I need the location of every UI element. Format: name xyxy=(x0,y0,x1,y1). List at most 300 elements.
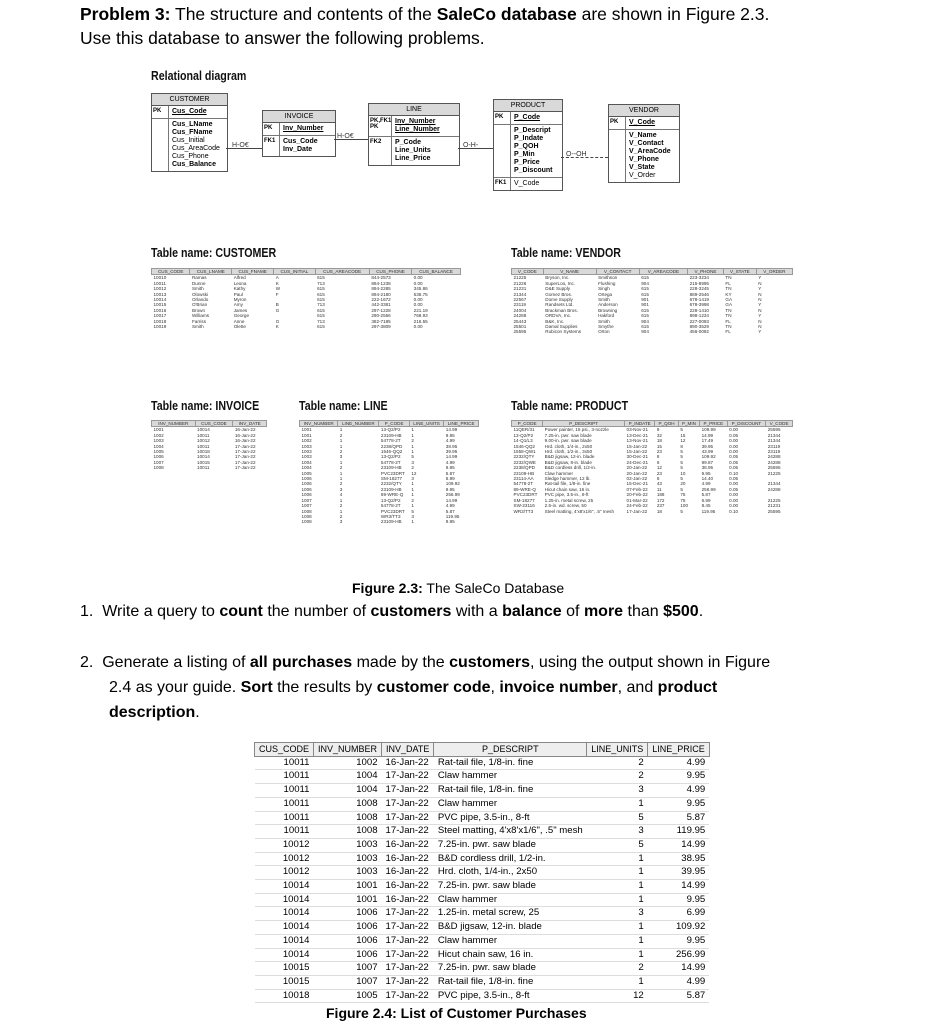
table-cell: 3 xyxy=(411,459,414,465)
table-cell: 10011 xyxy=(255,770,314,784)
entity-field: Cus_Initial xyxy=(172,137,205,144)
table-cell: 1004 xyxy=(301,465,312,471)
figure-2-4-caption: Figure 2.4: List of Customer Purchases xyxy=(326,1005,587,1021)
table-cell: 17-Jan-22 xyxy=(234,449,256,455)
table-cell: 0.00 xyxy=(729,481,739,487)
table-cell: 4.99 xyxy=(701,481,711,487)
table-cell: 1.25-in. metal screw, 25 xyxy=(434,907,587,921)
table-cell: 89-WRE-Q xyxy=(513,486,536,492)
table-cell: 3 xyxy=(411,476,414,482)
table-cell: 7.25-in. pwr. saw blade xyxy=(434,880,587,894)
table-cell: 5.87 xyxy=(445,470,455,476)
table-cell: 7.25-in. pwr. saw blade xyxy=(434,962,587,976)
entity-field: P_Price xyxy=(514,159,540,166)
table-cell: 713 xyxy=(317,280,325,286)
table-row xyxy=(255,852,710,866)
table-cell: 43.99 xyxy=(701,449,714,455)
table-cell: 13-Q2/P2 xyxy=(513,432,534,438)
table-cell: 382-7185 xyxy=(371,318,391,324)
table-cell: 216.55 xyxy=(413,318,428,324)
table-cell: 4.99 xyxy=(445,438,455,444)
table-cell: O'Brian xyxy=(191,302,208,308)
table-cell: 39.95 xyxy=(445,449,458,455)
entity-field: V_State xyxy=(629,164,655,171)
table-cell: FL xyxy=(725,280,731,286)
table-cell: 11QER/31 xyxy=(513,427,535,433)
table-cell: 0.05 xyxy=(729,476,739,482)
table-cell: 4.99 xyxy=(648,756,710,770)
table-cell: 0.10 xyxy=(729,470,739,476)
table-cell: 256.99 xyxy=(701,486,716,492)
table-cell: GA xyxy=(725,297,733,303)
table-cell: 256.99 xyxy=(648,948,710,962)
table-cell: 1005 xyxy=(153,449,164,455)
table-cell: 23109-HB xyxy=(380,519,402,525)
table-cell: 10018 xyxy=(153,318,167,324)
table-cell: 17-Jan-22 xyxy=(382,811,434,825)
table-cell: 17-Jan-22 xyxy=(382,825,434,839)
table-cell: 1001 xyxy=(301,427,312,433)
table-cell: 297-3809 xyxy=(371,324,391,330)
table-cell: Smith xyxy=(191,286,204,292)
table-cell: 10011 xyxy=(255,797,314,811)
table-cell: 25501 xyxy=(513,324,527,330)
table-cell: 1008 xyxy=(153,465,164,471)
table-cell: 4 xyxy=(339,492,343,498)
table-cell: 54778-2T xyxy=(513,481,534,487)
table-cell: 678-1419 xyxy=(689,297,709,303)
table-cell: Power painter, 15 psi., 3-nozzle xyxy=(544,427,609,433)
table-cell: 0.00 xyxy=(729,427,739,433)
table-cell: 1 xyxy=(339,438,343,444)
column-header: INV_NUMBER xyxy=(300,421,338,427)
table-cell: Smythe xyxy=(598,324,614,330)
table-cell: 1003 xyxy=(314,838,382,852)
table-cell: 2232/QTY xyxy=(380,481,402,487)
entity-field: P_Discount xyxy=(514,167,553,174)
table-cell: A xyxy=(275,275,279,281)
table-cell: 1008 xyxy=(314,797,382,811)
column-header: INV_NUMBER xyxy=(152,421,196,427)
table-row xyxy=(255,866,710,880)
table-cell: 1.25-in. metal screw, 25 xyxy=(544,497,594,503)
table-cell: 1006 xyxy=(301,481,312,487)
table-cell: 2 xyxy=(339,503,343,509)
table-cell: 615 xyxy=(641,324,649,330)
table-cell: Smith xyxy=(598,297,610,303)
table-cell: 2.5-in. wd. screw, 50 xyxy=(544,503,587,509)
table-cell: 15-Jan-22 xyxy=(626,449,648,455)
table-cell: 1 xyxy=(411,503,414,509)
table-row xyxy=(255,811,710,825)
table-cell: 1558-QW1 xyxy=(513,449,536,455)
table-cell: 615 xyxy=(317,291,325,297)
table-cell: TN xyxy=(725,324,732,330)
table-row xyxy=(152,324,461,329)
table-cell: 10012 xyxy=(153,286,167,292)
table-cell: 75 xyxy=(680,497,686,503)
table-cell: 1007 xyxy=(314,962,382,976)
table-cell: G xyxy=(275,318,280,324)
table-cell: 898-1234 xyxy=(689,313,709,319)
table-cell: Rat-tail file, 1/8-in. fine xyxy=(544,481,591,487)
line-table-title: Table name: LINE xyxy=(299,398,388,413)
table-cell: 10014 xyxy=(255,948,314,962)
table-cell: 0.00 xyxy=(413,324,423,330)
table-cell: 3 xyxy=(339,486,343,492)
table-cell: 1003 xyxy=(314,866,382,880)
table-cell: James xyxy=(233,307,248,313)
table-cell: 14.99 xyxy=(445,427,458,433)
relation-label: H-O€ xyxy=(337,133,354,140)
table-cell: 901 xyxy=(641,302,649,308)
table-row xyxy=(255,784,710,798)
table-cell: 10011 xyxy=(255,825,314,839)
table-row xyxy=(255,756,710,770)
table-cell: 02-Jan-22 xyxy=(626,476,648,482)
question-2: 2. Generate a listing of all purchases made by the customers, using the output shown in Figure 2.4 as your guide. Sort the results by customer code, invoice number, and product description. xyxy=(80,654,771,721)
column-header: V_AREACODE xyxy=(639,269,687,275)
table-row xyxy=(255,962,710,976)
table-cell: 23114-AA xyxy=(513,476,534,482)
table-cell: B&D cordless drill, 1/2-in. xyxy=(544,465,597,471)
column-header: P_DISCOUNT xyxy=(727,421,766,427)
table-cell: 109.99 xyxy=(701,427,716,433)
table-cell: 1004 xyxy=(314,784,382,798)
table-cell: Dunne xyxy=(191,280,206,286)
table-cell: 1006 xyxy=(301,492,312,498)
table-cell: 16-Jan-22 xyxy=(382,880,434,894)
table-cell: 1 xyxy=(587,893,648,907)
table-cell: Singh xyxy=(598,286,610,292)
table-cell: N xyxy=(758,291,762,297)
table-cell: 904 xyxy=(641,280,649,286)
table-cell: 615 xyxy=(317,286,325,292)
customer-table-title: Table name: CUSTOMER xyxy=(151,245,277,260)
table-cell: 1 xyxy=(587,948,648,962)
table-cell: 2 xyxy=(411,497,414,503)
table-cell: 23119 xyxy=(767,449,781,455)
table-cell: 1 xyxy=(587,975,648,989)
table-cell: Farriss xyxy=(191,318,207,324)
table-cell: 21344 xyxy=(767,432,781,438)
vendor-entity: VENDOR PK V_Code V_Name V_Contact V_AreaCode V_Phone V_State V_Order xyxy=(608,104,680,183)
table-cell: 1 xyxy=(411,427,414,433)
table-cell: 13-Q2/P2 xyxy=(380,497,401,503)
table-cell: 10011 xyxy=(255,784,314,798)
table-cell: 1004 xyxy=(301,459,312,465)
table-cell: 0.10 xyxy=(729,508,739,514)
table-cell: 14.99 xyxy=(701,432,714,438)
table-cell: 12 xyxy=(656,465,662,471)
table-cell: 10 xyxy=(680,470,686,476)
vendor-table-title: Table name: VENDOR xyxy=(511,245,621,260)
table-row xyxy=(255,893,710,907)
table-cell: 2 xyxy=(587,962,648,976)
column-header: INV_DATE xyxy=(233,421,267,427)
table-cell: 1001 xyxy=(301,432,312,438)
table-cell: Myron xyxy=(233,297,247,303)
table-cell: 6.99 xyxy=(445,476,455,482)
table-cell: 13-Dec-21 xyxy=(626,432,648,438)
table-cell: 1005 xyxy=(314,989,382,1003)
table-cell: TN xyxy=(725,286,732,292)
table-cell: 9.95 xyxy=(445,465,455,471)
table-cell: 17-Jan-22 xyxy=(382,948,434,962)
product-table-title: Table name: PRODUCT xyxy=(511,398,629,413)
table-cell: 1006 xyxy=(301,476,312,482)
table-cell: PVC23DRT xyxy=(513,492,538,498)
table-cell: 17-Jan-22 xyxy=(382,975,434,989)
table-cell: 10015 xyxy=(197,459,210,465)
table-cell: 54778-2T xyxy=(380,459,401,465)
table-cell: 20 xyxy=(680,481,686,487)
invoice-table-title: Table name: INVOICE xyxy=(151,398,260,413)
table-cell: 6 xyxy=(656,459,660,465)
table-cell: 1002 xyxy=(153,432,164,438)
table-cell: TN xyxy=(725,307,732,313)
table-cell: 713 xyxy=(317,318,325,324)
table-cell: 22567 xyxy=(513,297,527,303)
entity-field: Cus_Balance xyxy=(172,161,216,168)
table-cell: 89-WRE-Q xyxy=(380,492,404,498)
table-cell: Dome Supply xyxy=(545,297,573,303)
table-cell: 10013 xyxy=(153,291,167,297)
table-cell: 228-3245 xyxy=(689,286,709,292)
table-cell: 21225 xyxy=(767,497,781,503)
entity-field: P_Min xyxy=(514,151,535,158)
table-cell: 12 xyxy=(680,438,686,444)
table-cell: 1 xyxy=(587,921,648,935)
relation-label: H-O€ xyxy=(232,142,249,149)
table-cell: 615 xyxy=(317,324,325,330)
table-cell: PVC pipe, 3.5-in., 8-ft xyxy=(434,811,587,825)
table-cell: 23119 xyxy=(767,443,781,449)
table-cell: 07-Feb-22 xyxy=(626,486,648,492)
table-cell: 1007 xyxy=(314,975,382,989)
table-row xyxy=(255,838,710,852)
table-cell: 30-Dec-21 xyxy=(626,454,648,460)
column-header: P_INDATE xyxy=(625,421,655,427)
table-cell: 1 xyxy=(587,852,648,866)
table-cell: 228-1410 xyxy=(689,307,709,313)
table-cell: 25443 xyxy=(513,318,527,324)
column-header: CUS_FNAME xyxy=(232,269,274,275)
column-header: P_MIN xyxy=(678,421,699,427)
table-cell: 10017 xyxy=(153,313,167,319)
table-cell: 2 xyxy=(339,449,343,455)
table-cell: Hicut chain saw, 16 in. xyxy=(544,486,591,492)
table-cell: 7.25-in. pwr. saw blade xyxy=(434,838,587,852)
table-cell: Y xyxy=(758,313,762,319)
table-cell: 4.99 xyxy=(445,459,455,465)
table-cell: 5 xyxy=(680,465,683,471)
table-cell: 24288 xyxy=(767,486,781,492)
table-cell: 844-2573 xyxy=(371,275,391,281)
table-cell: 18 xyxy=(656,438,662,444)
table-cell: 10014 xyxy=(255,907,314,921)
table-cell: 2 xyxy=(411,438,414,444)
table-cell: 14.99 xyxy=(648,838,710,852)
column-header: P_PRICE xyxy=(700,421,728,427)
invoice-table xyxy=(151,420,267,471)
table-cell: 713 xyxy=(317,302,325,308)
table-cell: 3 xyxy=(339,454,343,460)
table-cell: ORDVA, Inc. xyxy=(545,313,572,319)
table-cell: 9.95 xyxy=(648,770,710,784)
table-cell: 8 xyxy=(656,427,660,433)
customer-table xyxy=(151,268,461,329)
table-cell: 13-Nov-21 xyxy=(626,438,648,444)
table-cell: 1008 xyxy=(314,825,382,839)
table-cell: 13-Q2/P2 xyxy=(380,454,401,460)
table-cell: 6.99 xyxy=(648,907,710,921)
table-cell: 1 xyxy=(411,481,414,487)
table-cell: Paul xyxy=(233,291,243,297)
entity-field: Cus_AreaCode xyxy=(172,145,220,152)
table-cell: Ortega xyxy=(598,291,613,297)
table-cell: 10018 xyxy=(197,449,210,455)
column-header: CUS_CODE xyxy=(255,743,314,757)
table-cell: 1001 xyxy=(314,893,382,907)
table-cell: 5 xyxy=(680,508,683,514)
table-cell: 13-Q2/P2 xyxy=(380,427,401,433)
table-cell: 0.05 xyxy=(729,454,739,460)
table-cell: 1001 xyxy=(314,880,382,894)
table-cell: 5 xyxy=(587,838,648,852)
table-cell: 100 xyxy=(680,503,689,509)
table-cell: 0.05 xyxy=(729,486,739,492)
table-cell: 1 xyxy=(587,880,648,894)
table-cell: 0.00 xyxy=(729,438,739,444)
table-cell: 17-Jan-22 xyxy=(382,934,434,948)
column-header: V_ORDER xyxy=(756,269,792,275)
entity-field: P_Indate xyxy=(514,135,544,142)
table-cell: Ramas xyxy=(191,275,207,281)
table-cell: 889-2546 xyxy=(689,291,709,297)
table-cell: B&K, Inc. xyxy=(545,318,565,324)
table-cell: 0.00 xyxy=(413,297,423,303)
product-table xyxy=(511,420,793,514)
table-cell: N xyxy=(758,297,762,303)
table-cell: 10011 xyxy=(255,756,314,770)
table-cell: 1006 xyxy=(153,454,164,460)
table-cell: 03-Nov-21 xyxy=(626,427,648,433)
table-cell: 1 xyxy=(411,486,414,492)
table-cell: George xyxy=(233,313,250,319)
customer-entity: CUSTOMER PK Cus_Code Cus_LName Cus_FName Cus_Initial Cus_AreaCode Cus_Phone Cus_Balance xyxy=(151,93,228,172)
column-header: P_CODE xyxy=(512,421,543,427)
table-cell: Bryson, Inc. xyxy=(545,275,570,281)
table-cell: 17-Jan-22 xyxy=(382,907,434,921)
table-cell: Hakford xyxy=(598,313,615,319)
table-cell: 20-Jan-22 xyxy=(626,465,648,471)
table-cell: Hrd. cloth, 1/2-in., 3x50 xyxy=(544,449,593,455)
table-cell: Damal Supplies xyxy=(545,324,578,330)
table-cell: 1002 xyxy=(301,438,312,444)
table-cell: Flushing xyxy=(598,280,616,286)
table-row xyxy=(255,825,710,839)
table-cell: SW-23116 xyxy=(513,503,535,509)
table-cell: 2232/QTY xyxy=(513,454,535,460)
table-cell: 54778-2T xyxy=(380,503,401,509)
table-cell: 1003 xyxy=(301,443,312,449)
table-cell: 3 xyxy=(587,907,648,921)
table-cell: WR3/TT3 xyxy=(380,513,401,519)
table-cell: 290-2556 xyxy=(371,313,391,319)
table-cell: 17-Jan-22 xyxy=(626,508,648,514)
table-cell: Steel matting, 4'x8'x1/6", .5" mesh xyxy=(434,825,587,839)
table-cell: 2 xyxy=(339,432,343,438)
table-cell: 1003 xyxy=(301,454,312,460)
column-header: P_CODE xyxy=(379,421,409,427)
column-header: CUS_BALANCE xyxy=(412,269,461,275)
table-cell: 2 xyxy=(411,465,414,471)
table-cell: TN xyxy=(725,275,732,281)
table-row xyxy=(512,329,793,334)
table-cell: 1007 xyxy=(301,503,312,509)
column-header: V_PHONE xyxy=(688,269,724,275)
table-cell: 24288 xyxy=(513,313,527,319)
table-cell: 615 xyxy=(641,291,649,297)
table-cell: 894-2180 xyxy=(371,291,391,297)
table-cell: 615 xyxy=(317,297,325,303)
table-cell: 9.95 xyxy=(445,519,455,525)
table-cell: 24-Dec-21 xyxy=(626,459,648,465)
table-cell: 9.95 xyxy=(648,934,710,948)
table-cell: Kathy xyxy=(233,286,246,292)
table-cell: 0.00 xyxy=(729,503,739,509)
table-cell: 2232/QWE xyxy=(513,459,536,465)
table-cell: 25595 xyxy=(767,427,781,433)
table-cell: Hrd. cloth, 1/4-in., 2x50 xyxy=(434,866,587,880)
table-cell: PVC23DRT xyxy=(380,470,405,476)
table-cell: Y xyxy=(758,286,762,292)
table-cell: 10011 xyxy=(197,465,210,471)
table-cell: 9.95 xyxy=(701,470,711,476)
table-cell: 25595 xyxy=(513,329,527,335)
table-cell: Alfred xyxy=(233,275,246,281)
table-cell: KY xyxy=(725,291,732,297)
table-cell: 109.92 xyxy=(701,454,716,460)
table-cell: Leona xyxy=(233,280,247,286)
table-cell: 25595 xyxy=(767,508,781,514)
column-header: LINE_NUMBER xyxy=(338,421,379,427)
table-cell: 24288 xyxy=(767,459,781,465)
table-cell: Claw hammer xyxy=(434,770,587,784)
table-cell: 536.75 xyxy=(413,291,428,297)
table-cell: 10016 xyxy=(153,307,167,313)
table-cell: 0.00 xyxy=(413,280,423,286)
table-cell: 10012 xyxy=(255,866,314,880)
table-cell: 10014 xyxy=(255,921,314,935)
table-cell: 237 xyxy=(656,503,665,509)
table-cell: 188 xyxy=(656,492,665,498)
table-cell: B&D jigsaw, 8-in. blade xyxy=(544,459,592,465)
table-cell: 9.95 xyxy=(648,893,710,907)
table-cell: 345.86 xyxy=(413,286,428,292)
entity-field: V_Name xyxy=(629,132,657,139)
table-cell: 01-Mar-22 xyxy=(626,497,648,503)
table-cell: 16-Jan-22 xyxy=(382,852,434,866)
table-cell: 901 xyxy=(641,297,649,303)
table-cell: 890-3529 xyxy=(689,324,709,330)
table-cell: 10015 xyxy=(255,975,314,989)
table-cell: 21225 xyxy=(513,275,527,281)
table-cell: W xyxy=(275,286,281,292)
invoice-entity: INVOICE PK Inv_Number FK1 Cus_Code Inv_Date xyxy=(262,110,336,157)
table-cell: 1005 xyxy=(301,470,312,476)
